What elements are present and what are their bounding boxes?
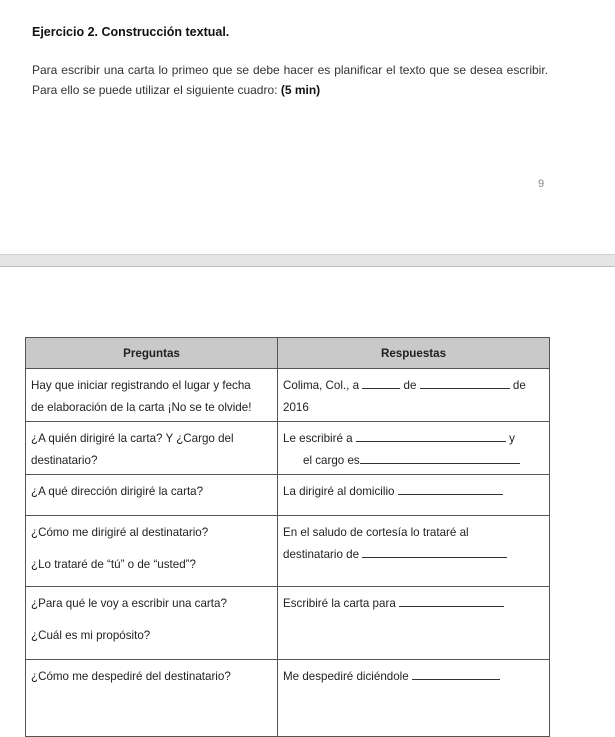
question-line: ¿A quién dirigiré la carta? Y ¿Cargo del	[31, 432, 234, 445]
time-label: (5 min)	[280, 83, 321, 97]
header-questions: Preguntas	[26, 338, 278, 369]
answer-text: y	[509, 432, 515, 445]
table-row	[26, 516, 550, 587]
answer-cell	[278, 660, 550, 737]
table-row	[26, 660, 550, 737]
address-blank[interactable]	[398, 482, 503, 495]
question-line: de elaboración de la carta ¡No se te olvide!	[31, 401, 252, 414]
table-row	[26, 369, 550, 422]
answer-cell	[278, 369, 550, 422]
answer-text: Me despediré diciéndole	[283, 670, 409, 683]
answer-text: de	[403, 379, 417, 392]
question-cell	[26, 516, 278, 587]
question-line: Hay que iniciar registrando el lugar y fecha	[31, 379, 251, 392]
question-line: ¿Cómo me despediré del destinatario?	[31, 670, 231, 683]
question-cell	[26, 369, 278, 422]
page-separator	[0, 254, 615, 267]
answer-text: de	[512, 379, 526, 392]
answer-text: destinatario de	[283, 548, 360, 561]
farewell-blank[interactable]	[412, 667, 500, 680]
answer-text: Escribiré la carta para	[283, 597, 396, 610]
instruction-paragraph	[32, 60, 548, 100]
answer-text: La dirigiré al domicilio	[283, 485, 395, 498]
answer-line: En el saludo de cortesía lo trataré al	[283, 526, 469, 539]
answer-line	[283, 481, 544, 503]
question-line: ¿Cómo me dirigiré al destinatario?	[31, 526, 209, 539]
answer-text: Colima, Col., a	[283, 379, 360, 392]
exercise-title: Ejercicio 2. Construcción textual.	[32, 25, 230, 39]
purpose-blank[interactable]	[399, 594, 504, 607]
answer-text: el cargo es	[303, 454, 360, 467]
position-blank[interactable]	[360, 451, 520, 464]
recipient-blank[interactable]	[356, 429, 506, 442]
question-line: ¿Cuál es mi propósito?	[31, 629, 151, 642]
instruction-text: Para escribir una carta lo primeo que se debe hacer es planificar el texto que se desea escribir. Para ello se puede utilizar el siguiente cuadro:	[32, 63, 548, 97]
page-bottom	[0, 267, 615, 721]
table-row	[26, 422, 550, 475]
month-blank[interactable]	[420, 376, 510, 389]
answer-cell	[278, 587, 550, 660]
page-top	[0, 0, 615, 254]
question-cell	[26, 475, 278, 516]
page-number: 9	[538, 178, 545, 190]
answer-line	[283, 450, 544, 472]
question-cell	[26, 660, 278, 737]
planning-table	[25, 337, 550, 737]
answer-text: Le escribiré a	[283, 432, 353, 445]
answer-line	[283, 544, 544, 566]
table-row	[26, 587, 550, 660]
question-cell	[26, 587, 278, 660]
table-row	[26, 475, 550, 516]
answer-cell	[278, 516, 550, 587]
question-line: destinatario?	[31, 454, 98, 467]
question-cell	[26, 422, 278, 475]
answer-year: 2016	[283, 401, 309, 414]
treatment-blank[interactable]	[362, 545, 507, 558]
answer-line	[283, 375, 544, 397]
day-blank[interactable]	[362, 376, 400, 389]
question-line: ¿Para qué le voy a escribir una carta?	[31, 597, 227, 610]
answer-cell	[278, 475, 550, 516]
answer-cell	[278, 422, 550, 475]
header-answers: Respuestas	[278, 338, 550, 369]
question-line: ¿Lo trataré de “tú” o de “usted”?	[31, 558, 196, 571]
answer-line	[283, 666, 544, 688]
table-header-row	[26, 338, 550, 369]
answer-line	[283, 428, 544, 450]
question-line: ¿A qué dirección dirigiré la carta?	[31, 485, 204, 498]
answer-line	[283, 593, 544, 615]
